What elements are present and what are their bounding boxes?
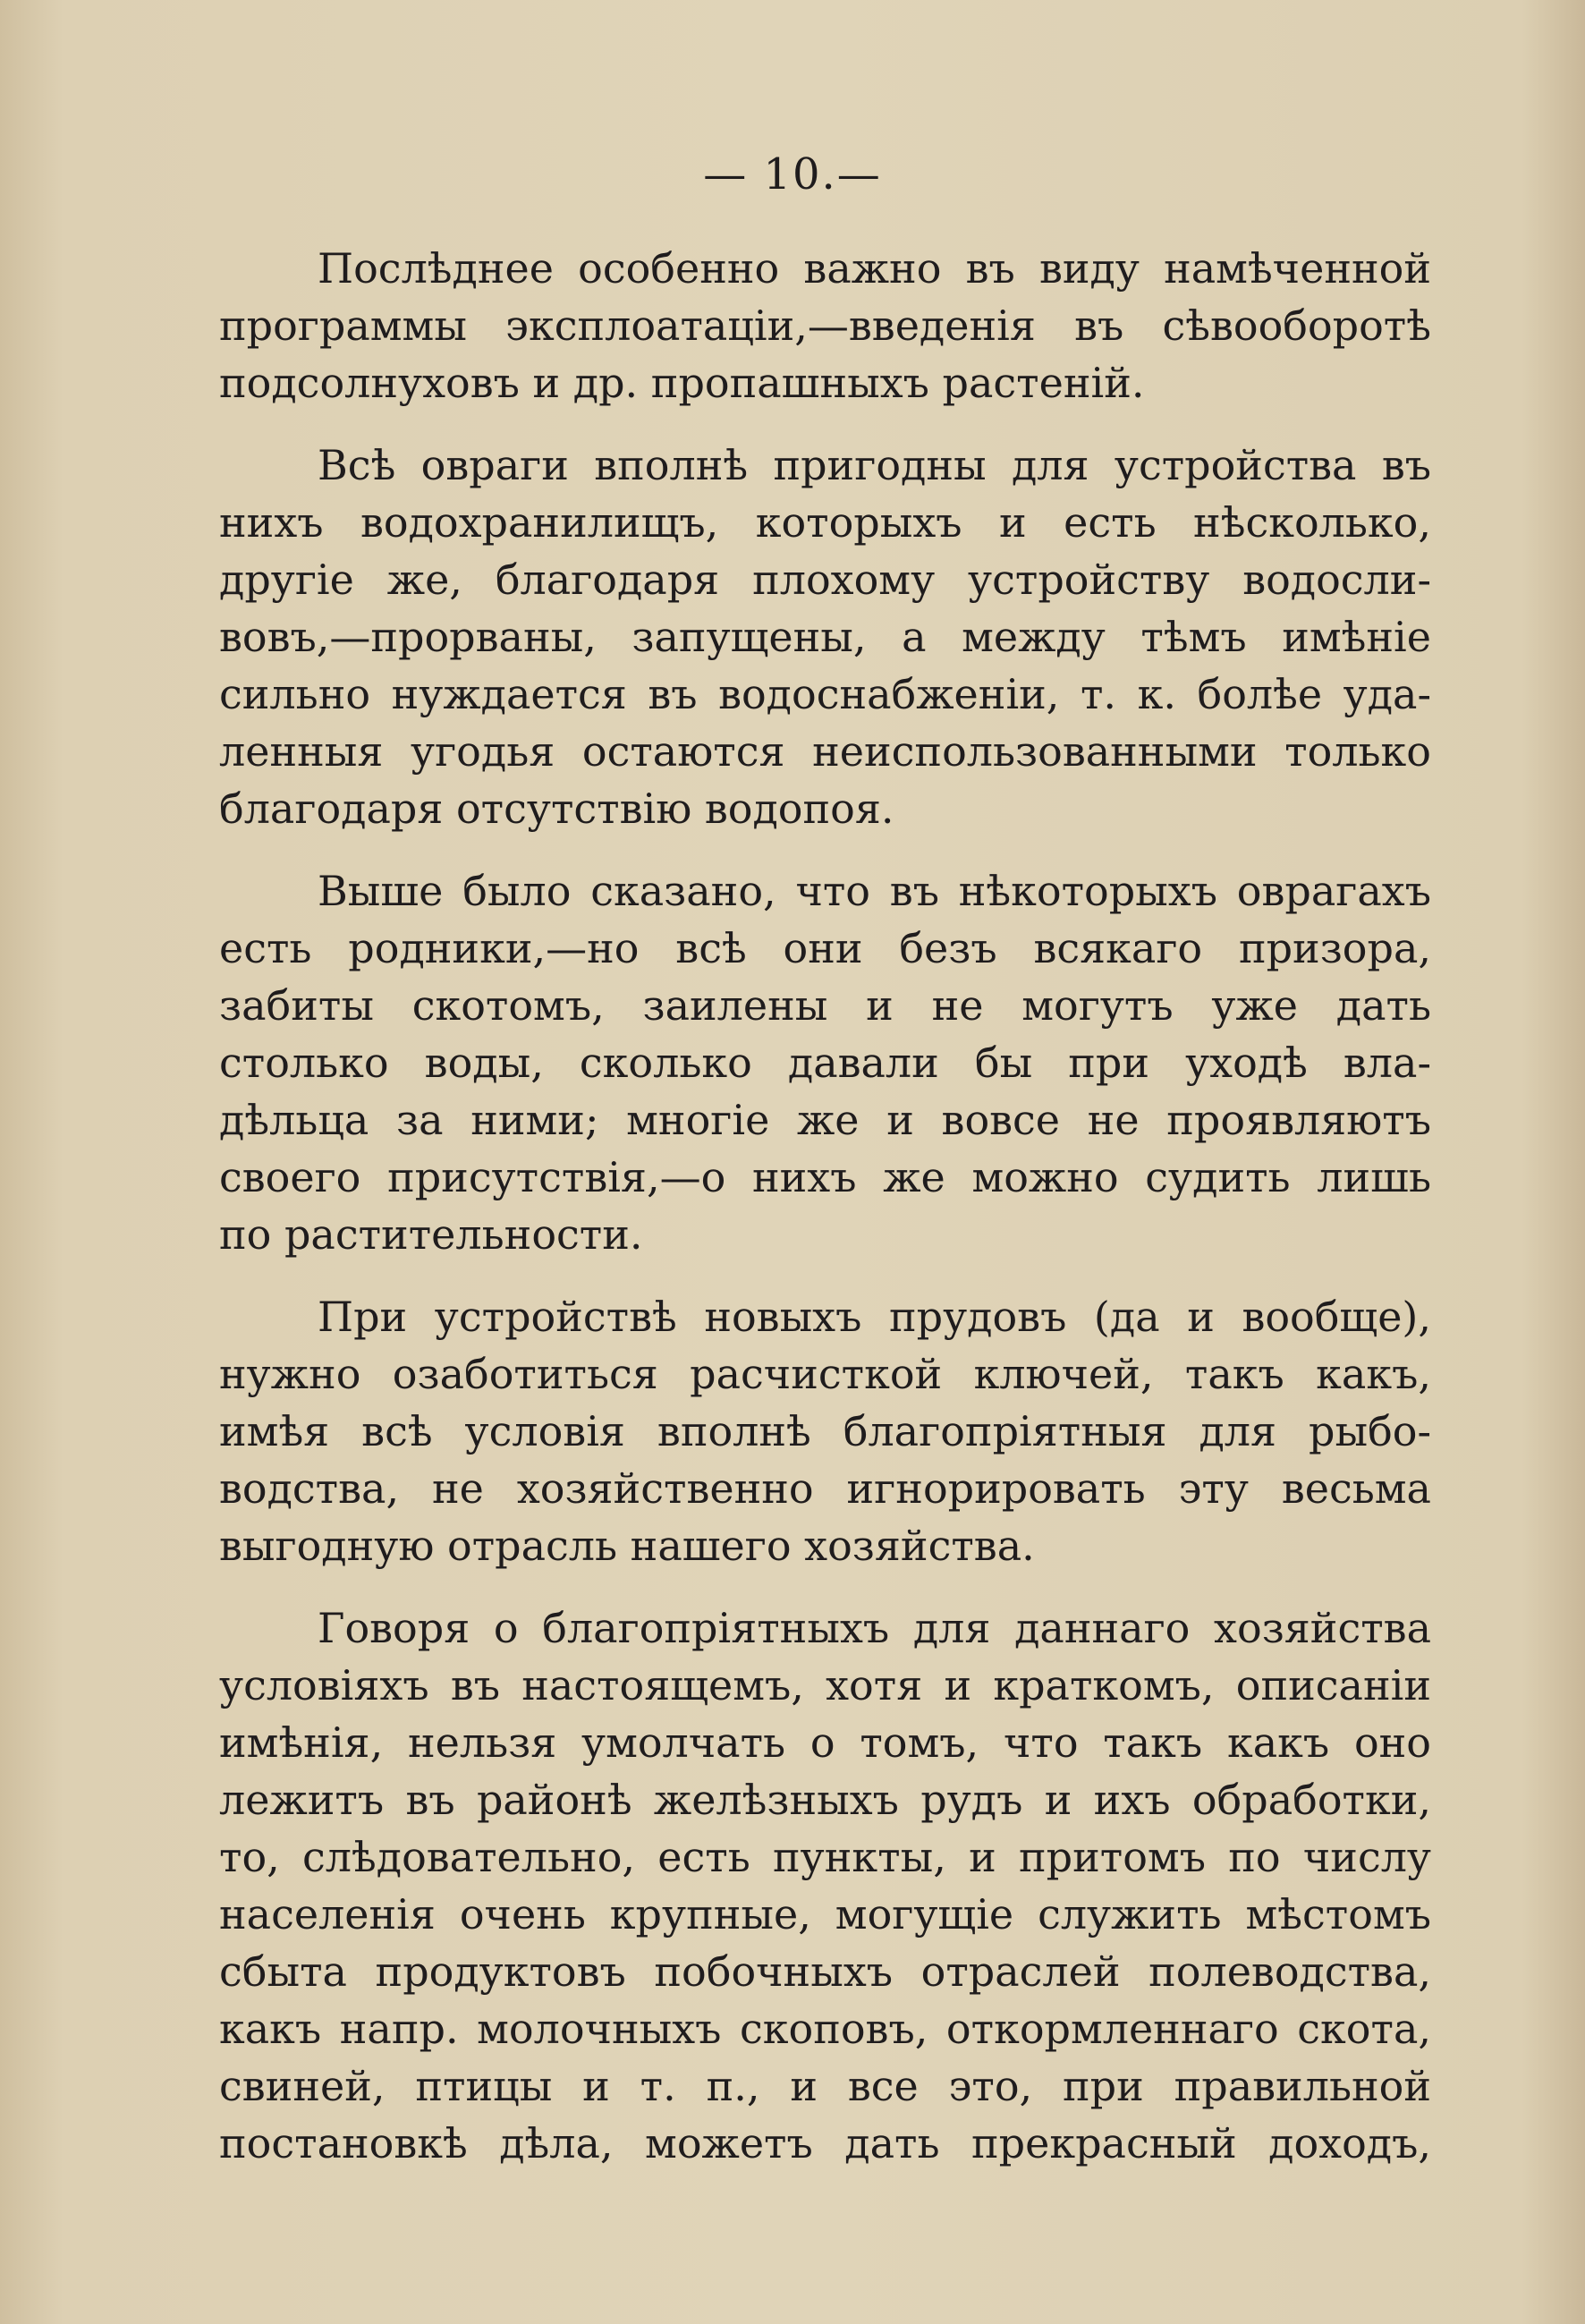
- text-line: нихъ водохранилищъ, которыхъ и есть нѣсколько,: [219, 498, 1431, 547]
- text-line: дѣльца за ними; многіе же и вовсе не проявляютъ: [219, 1096, 1431, 1144]
- text-line: другіе же, благодаря плохому устройству водосли-: [219, 556, 1431, 604]
- text-line: Послѣднее особенно важно въ виду намѣченной: [318, 244, 1431, 293]
- text-line: населенія очень крупные, могущіе служить мѣстомъ: [219, 1890, 1431, 1938]
- text-line: Всѣ овраги вполнѣ пригодны для устройства въ: [318, 441, 1431, 489]
- text-line: условіяхъ въ настоящемъ, хотя и краткомъ, описаніи: [219, 1661, 1431, 1709]
- text-line: то, слѣдовательно, есть пункты, и притомъ по числу: [219, 1833, 1431, 1881]
- text-line: выгодную отрасль нашего хозяйства.: [219, 1522, 1035, 1570]
- text-line: Говоря о благопріятныхъ для даннаго хозяйства: [318, 1604, 1431, 1652]
- text-line: забиты скотомъ, заилены и не могутъ уже дать: [219, 981, 1431, 1030]
- body-text: [219, 240, 1431, 2172]
- text-line: есть родники,—но всѣ они безъ всякаго призора,: [219, 924, 1431, 972]
- text-line: ленныя угодья остаются неиспользованными только: [219, 727, 1431, 776]
- text-line: сбыта продуктовъ побочныхъ отраслей полеводства,: [219, 1947, 1431, 1996]
- text-line: вовъ,—прорваны, запущены, а между тѣмъ имѣніе: [219, 613, 1431, 661]
- text-line: сильно нуждается въ водоснабженіи, т. к. болѣе уда-: [219, 670, 1431, 718]
- text-line: свиней, птицы и т. п., и все это, при правильной: [219, 2062, 1431, 2110]
- text-line: подсолнуховъ и др. пропашныхъ растеній.: [219, 359, 1145, 407]
- page-number: — 10.—: [703, 149, 882, 199]
- text-line: постановкѣ дѣла, можетъ дать прекрасный доходъ,: [219, 2119, 1431, 2167]
- paragraph: [219, 1288, 1431, 1574]
- text-line: имѣнія, нельзя умолчать о томъ, что такъ какъ оно: [219, 1718, 1431, 1767]
- text-line: Выше было сказано, что въ нѣкоторыхъ оврагахъ: [318, 867, 1431, 915]
- text-line: своего присутствія,—о нихъ же можно судить лишь: [219, 1153, 1431, 1201]
- text-line: водства, не хозяйственно игнорировать эту весьма: [219, 1464, 1431, 1513]
- paragraph: [219, 240, 1431, 411]
- text-line: по растительности.: [219, 1210, 643, 1259]
- text-line: При устройствѣ новыхъ прудовъ (да и вообще),: [318, 1293, 1431, 1341]
- text-line: имѣя всѣ условія вполнѣ благопріятныя для рыбо-: [219, 1407, 1431, 1455]
- paragraph: [219, 862, 1431, 1263]
- text-line: благодаря отсутствію водопоя.: [219, 785, 894, 833]
- text-line: столько воды, сколько давали бы при уходѣ вла-: [219, 1039, 1431, 1087]
- paragraph: [219, 1599, 1431, 2172]
- text-line: лежитъ въ районѣ желѣзныхъ рудъ и ихъ обработки,: [219, 1776, 1431, 1824]
- paragraph: [219, 437, 1431, 837]
- text-line: какъ напр. молочныхъ скоповъ, откормленнаго скота,: [219, 2005, 1431, 2053]
- text-line: нужно озаботиться расчисткой ключей, такъ какъ,: [219, 1350, 1431, 1398]
- text-line: программы эксплоатаціи,—введенія въ сѣвооборотѣ: [219, 301, 1431, 350]
